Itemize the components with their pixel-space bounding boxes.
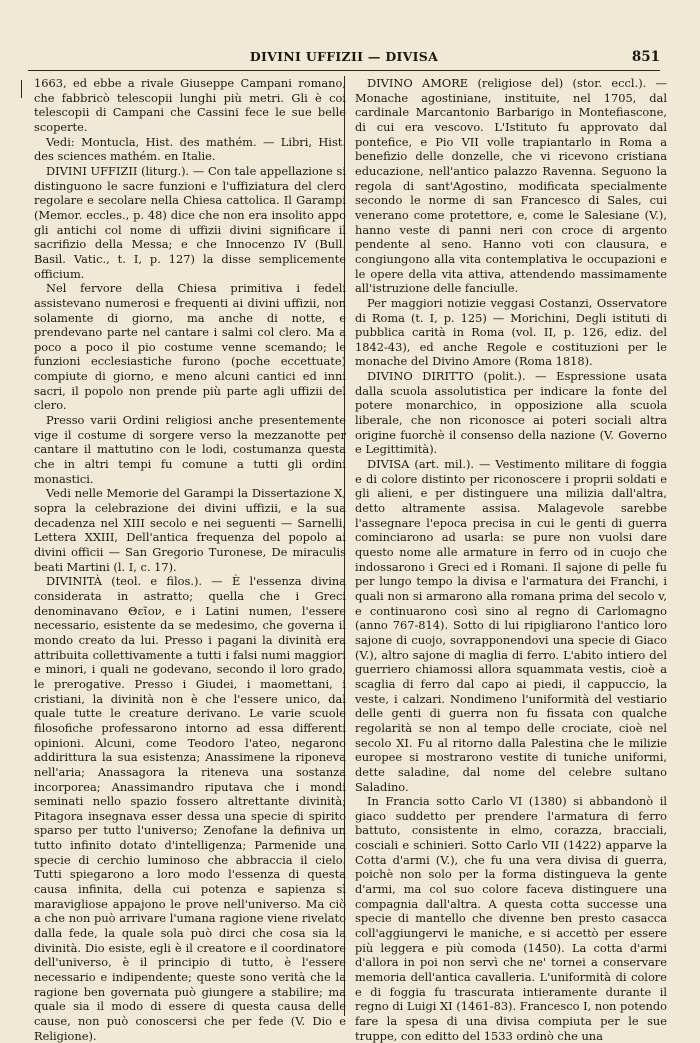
- margin-mark: [21, 80, 22, 98]
- entry-divini-uffizii: DIVINI UFFIZII (liturg.). — Con tale appellazione si distinguono le sacre funzioni e l'uffiziatura del clero regolare e secolare nella Chiesa cattolica. Il Garampi (Memor. eccles., p. 48) dice che non era insolito appo gli antichi col nome di uffizii divini significare il sacrifizio della Messa; e che Innocenzo IV (Bull. Basil. Vatic., t. I, p. 127) la disse semplicemente officium.: [34, 163, 346, 281]
- entry-divinita: DIVINITÀ (teol. e filos.). — È l'essenza divina considerata in astratto; quella che i Greci denominavano Θεῖον, e i Latini numen, l'essere necessario, esistente da se medesimo, che governa il mondo creato da lui. Presso i pagani la divinità era attribuita collettivamente a tutti i falsi numi maggiori e minori, i quali ne godevano, secondo il loro grado, le prerogative. Presso i Giudei, i maomettani, i cristiani, la divinità non è che l'essere unico, dal quale tutte le creature derivano. Le varie scuole filosofiche professarono intorno ad essa differenti opinioni. Alcuni, come Teodoro l'ateo, negarono addirittura la sua esistenza; Anassimene la riponeva nell'aria; Anassagora la riteneva una sostanza incorporea; Anassimandro riputava che i mondi seminati nello spazio fossero altrettante divinità; Pitagora insegnava esser dessa una specie di spirito sparso per tutto l'universo; Zenofane la definiva un tutto infinito dotato d'intelligenza; Parmenide una specie di cerchio luminoso che abbraccia il cielo. Tutti spiegarono a loro modo l'essenza di questa causa infinita, della cui potenza e sapienza sì maravigliose appajono le prove nell'universo. Ma ciò a che non può arrivare l'umana ragione viene rivelato dalla fede, la quale sola può dirci che cosa sia la divinità. Dio esiste, egli è il creatore e il coordinatore dell'universo, è il principio di tutto, è l'essere necessario e indipendente; queste sono verità che la ragione ben governata può giungere a stabilire; ma quale sia il modo di essere di questa causa delle cause, non può conoscersi che per fede (V. Dio e Religione).: [34, 574, 346, 1043]
- paragraph: Nel fervore della Chiesa primitiva i fedeli assistevano numerosi e frequenti ai divini uffizii, non solamente di giorno, ma anche di notte, e prendevano parte nel cantare i salmi col clero. Ma a poco a poco il pio costume venne scemando; le funzioni ecclesiastiche furono (poche eccettuate) compiute di giorno, e meno alcuni cantici ed inni sacri, il popolo non prende più parte agli uffizii del clero.: [34, 281, 346, 413]
- page-header: [28, 46, 660, 71]
- running-head: DIVINI UFFIZII — DIVISA: [249, 49, 439, 64]
- paragraph: In Francia sotto Carlo VI (1380) si abbandonò il giaco suddetto per prendere l'armatura di ferro battuto, consistente in elmo, corazza, bracciali, cosciali e schinieri. Sotto Carlo VII (1422) apparve la Cotta d'armi (V.), che fu una vera divisa di guerra, poichè non solo per la forma distingueva la gente d'armi, ma col suo colore faceva distinguere una compagnia dall'altra. A questa cotta successe una specie di mantello che divenne ben presto casacca coll'aggiungervi le maniche, e si accettò per essere più leggera e più comoda (1450). La cotta d'armi d'allora in poi non servì che ne' tornei a conservare memoria dell'antica cavalleria. L'uniformità di colore e di foggia fu trascurata intieramente durante il regno di Luigi XI (1461-83). Francesco I, non potendo fare la spesa di una divisa compiuta per le sue truppe, con editto del 1533 ordinò che una: [355, 794, 667, 1043]
- paragraph: Vedi: Montucla, Hist. des mathém. — Libri, Hist. des sciences mathém. en Italie.: [34, 134, 346, 164]
- right-column: [355, 76, 667, 1043]
- paragraph: Vedi nelle Memorie del Garampi la Dissertazione X, sopra la celebrazione dei divini uffizii, e la sua decadenza nel XIII secolo e nei seguenti — Sarnelli, Lettera XXIII, Dell'antica frequenza del popolo ai divini officii — San Gregorio Turonese, De miraculis beati Martini (l. I, c. 17).: [34, 486, 346, 574]
- paragraph: 1663, ed ebbe a rivale Giuseppe Campani romano, che fabbricò telescopii lunghi più metri. Gli è coi telescopii di Campani che Cassini fece le sue belle scoperte.: [34, 76, 346, 134]
- paragraph: Presso varii Ordini religiosi anche presentemente vige il costume di sorgere verso la mezzanotte per cantare il mattutino con le lodi, costumanza questa che in altri tempi fu comune a tutti gli ordini monastici.: [34, 413, 346, 486]
- page-number: 851: [631, 49, 660, 65]
- entry-divino-diritto: DIVINO DIRITTO (polit.). — Espressione usata dalla scuola assolutistica per indicare la fonte del potere monarchico, in opposizione alla scuola liberale, che non riconosce ai poteri sociali altra origine fuorchè il consenso della nazione (V. Governo e Legittimità).: [355, 369, 667, 457]
- entry-divisa: DIVISA (art. mil.). — Vestimento militare di foggia e di colore distinto per riconoscere i proprii soldati e gli alieni, e per distinguere una milizia dall'altra, detto altramente assisa. Malagevole sarebbe l'assegnare l'epoca precisa in cui le genti di guerra cominciarono ad usarla: se pure non vuolsi dare questo nome alle armature in ferro od in cuojo che indossarono i Greci ed i Romani. Il sajone di pelle fu per lungo tempo la divisa e l'armatura dei Franchi, i quali non si armarono alla romana prima del secolo v, e continuarono così sino al regno di Carlomagno (anno 767-814). Sotto di lui ripigliarono l'antico loro sajone di cuojo, sovrapponendovi una specie di Giaco (V.), altro sajone di maglia di ferro. L'abito intiero del guerriero chiamossi allora squammata vestis, cioè a scaglia di ferro dal capo ai piedi, il cappuccio, la veste, i calzari. Nondimeno l'uniformità del vestiario delle genti di guerra non fu fissata con qualche regolarità se non al tempo delle crociate, cioè nel secolo XI. Fu al ritorno dalla Palestina che le milizie europee si mostrarono vestite di tuniche uniformi, dette saladine, dal nome del celebre sultano Saladino.: [355, 457, 667, 794]
- entry-divino-amore: DIVINO AMORE (religiose del) (stor. eccl.). — Monache agostiniane, instituite, nel 1705, dal cardinale Marcantonio Barbarigo in Montefiascone, di cui era vescovo. L'Istituto fu approvato dal pontefice, e Pio VII volle trapiantarlo in Roma a benefizio delle donzelle, che vi ricevono cristiana educazione, nell'antico palazzo Ravenna. Seguono la regola di sant'Agostino, modificata specialmente secondo le norme di san Francesco di Sales, cui venerano come protettore, e, come le Salesiane (V.), hanno veste di panni neri con croce di argento pendente al seno. Hanno voti con clausura, e congiungono alla vita contemplativa le occupazioni e le opere della vita attiva, attendendo massimamente all'istruzione delle fanciulle.: [355, 76, 667, 296]
- paragraph: Per maggiori notizie veggasi Costanzi, Osservatore di Roma (t. I, p. 125) — Morichini, Degli istituti di pubblica carità in Roma (vol. II, p. 126, ediz. del 1842-43), ed anche Regole e costituzioni per le monache del Divino Amore (Roma 1818).: [355, 295, 667, 369]
- left-column: [34, 76, 346, 1043]
